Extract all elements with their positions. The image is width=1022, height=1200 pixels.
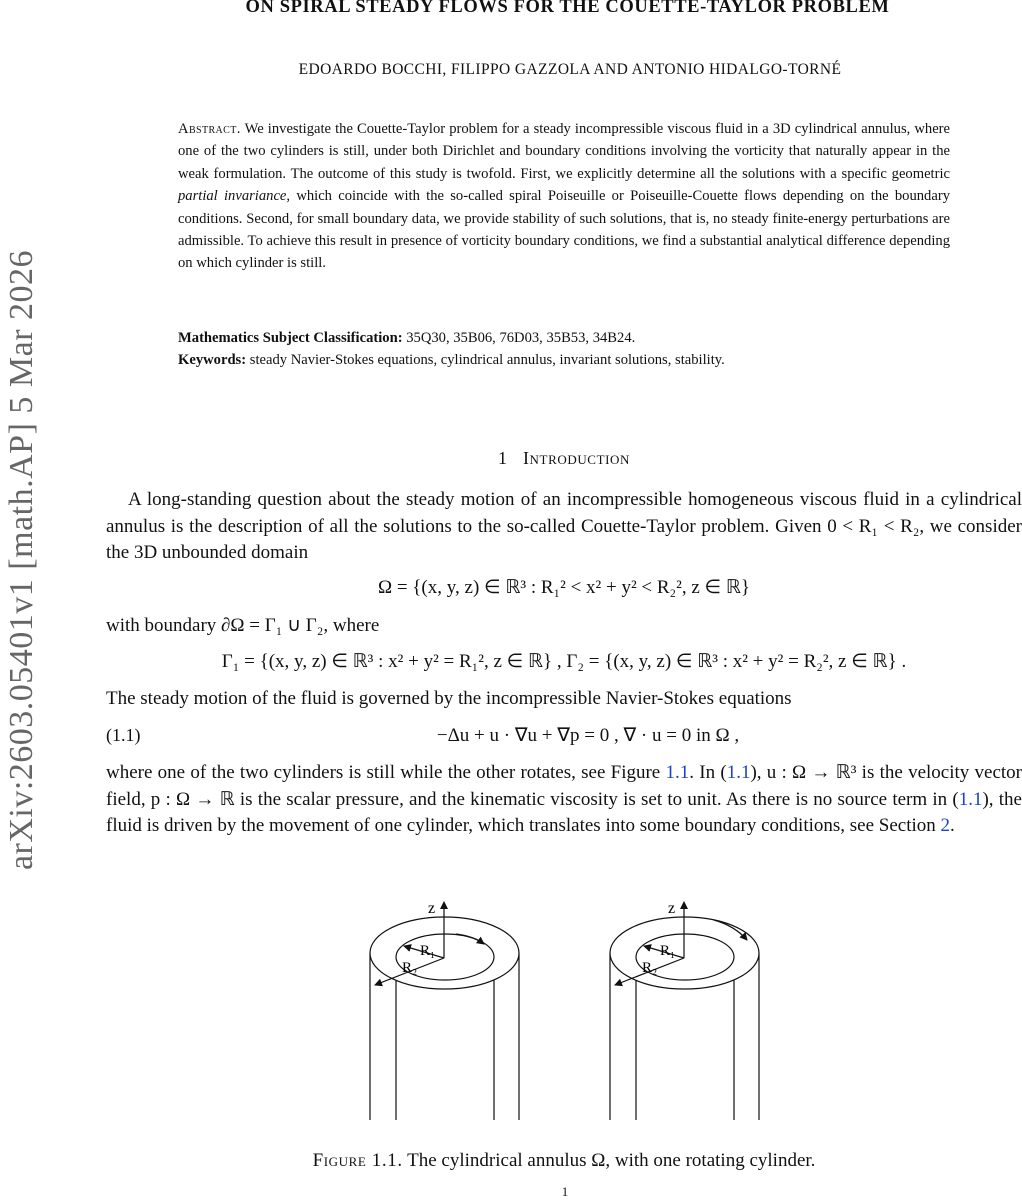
keywords-label: Keywords: [178, 352, 247, 368]
intro-paragraph-2: with boundary ∂Ω = Γ₁ ∪ Γ₂, where [106, 615, 380, 636]
keywords-value: steady Navier-Stokes equations, cylindrical annulus, invariant solutions, stability. [249, 352, 725, 368]
intro-paragraph-1: A long-standing question about the steady motion of an incompressible homogeneous viscous fluid in a cylindrical annulus is the description of all the solutions to the so-called Couette-Taylor problem. Given 0 < R₁ < R₂, we consider the 3D unbounded domain [106, 489, 1022, 563]
msc-label: Mathematics Subject Classification: [178, 330, 403, 346]
caption-label: Figure 1.1. [312, 1150, 403, 1171]
domain-equation: Ω = {(x, y, z) ∈ ℝ³ : R₁² < x² + y² < R₂², z ∈ ℝ} [377, 577, 751, 598]
authors: EDOARDO BOCCHI, FILIPPO GAZZOLA AND ANTONIO HIDALGO-TORNÉ [298, 61, 842, 78]
paper-title: ON SPIRAL STEADY FLOWS FOR THE COUETTE-TAYLOR PROBLEM [245, 0, 890, 17]
abstract-text-1: We investigate the Couette-Taylor problem for a steady incompressible viscous fluid in a 3D cylindrical annulus, where one of the two cylinders is still, under both Dirichlet and boundary conditions involving the vorticity that naturally appear in the weak formulation. The outcome of this study is twofold. First, we explicitly determine all the solutions with a specific geometric [178, 121, 951, 182]
caption-text: The cylindrical annulus Ω, with one rotating cylinder. [407, 1150, 816, 1171]
intro-paragraph-3: The steady motion of the fluid is governed by the incompressible Navier-Stokes equations [106, 688, 792, 709]
abstract-label: Abstract. [178, 121, 241, 137]
section-number: 1 [497, 448, 507, 468]
page-number: 1 [561, 1184, 569, 1199]
r2-label: R₂ [402, 960, 418, 976]
p4-text-b: . In ( [689, 762, 727, 783]
section-title: Introduction [522, 448, 631, 468]
p4-text-a: where one of the two cylinders is still while the other rotates, see Figure [106, 762, 661, 783]
cylinder-right [610, 902, 759, 1120]
abstract-emphasis: partial invariance [178, 188, 287, 205]
p4-text-d: ), the fluid is driven by the movement of one cylinder, which translates into some boundary conditions, see Section [106, 788, 1022, 836]
p4-text-e: . [950, 815, 955, 836]
equation-number: (1.1) [106, 725, 141, 745]
z-label: z [428, 900, 436, 917]
z-label: z [668, 900, 676, 917]
r1-label: R₁ [660, 943, 676, 959]
section-link[interactable]: 2 [940, 815, 951, 836]
cylinder-left [370, 902, 519, 1120]
figure-caption [106, 1150, 1022, 1172]
r1-label: R₁ [420, 943, 436, 959]
boundary-equation: Γ₁ = {(x, y, z) ∈ ℝ³ : x² + y² = R₁², z ∈ ℝ} , Γ₂ = {(x, y, z) ∈ ℝ³ : x² + y² = R₂², z ∈ ℝ} . [221, 651, 907, 672]
navier-stokes-equation: −Δu + u · ∇u + ∇p = 0 , ∇ · u = 0 in Ω , [436, 725, 740, 746]
msc-value: 35Q30, 35B06, 76D03, 35B53, 34B24. [406, 330, 636, 346]
arxiv-identifier: arXiv:2603.05401v1 [math.AP] 5 Mar 2026 [3, 249, 40, 871]
r2-label: R₂ [642, 960, 658, 976]
p4-text-c: ), u : Ω → ℝ³ is the velocity vector field, p : Ω → ℝ is the scalar pressure, and the kinematic viscosity is set to unit. As there is no source term in ( [106, 762, 1022, 810]
figure-link[interactable]: 1.1 [665, 762, 690, 783]
equation-link[interactable]: 1.1 [726, 762, 751, 783]
abstract-text-2: , which coincide with the so-called spiral Poiseuille or Poiseuille-Couette flows depending on the boundary conditions. Second, for small boundary data, we provide stability of such solutions, that is, no steady finite-energy perturbations are admissible. To achieve this result in presence of vorticity boundary conditions, we find a substantial analytical difference depending on which cylinder is still. [178, 188, 950, 272]
equation-link[interactable]: 1.1 [958, 788, 983, 810]
